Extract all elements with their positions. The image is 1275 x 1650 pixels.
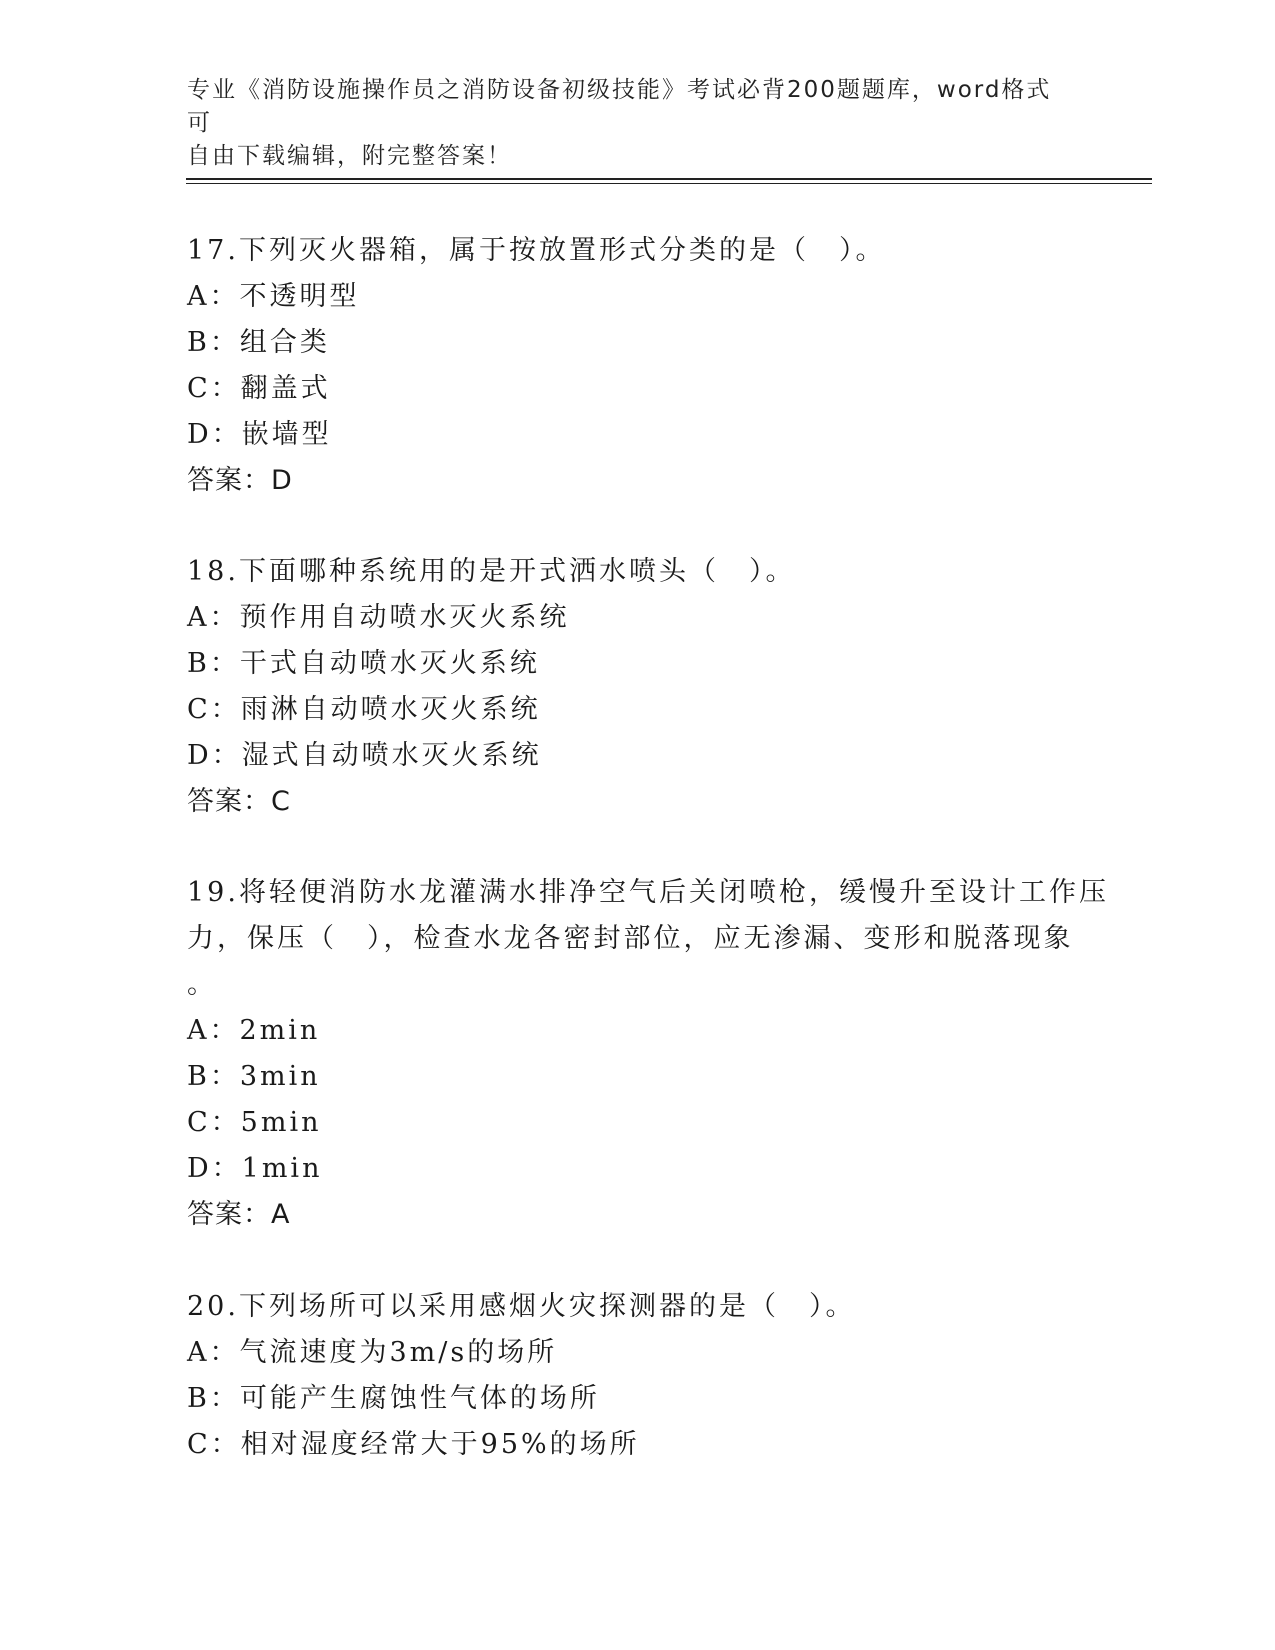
- option-a: A：2min: [187, 1015, 321, 1046]
- answer: 答案：D: [187, 465, 293, 496]
- question-stem: 17.下列灭火器箱，属于按放置形式分类的是（ ）。: [187, 235, 886, 266]
- option-d: D：湿式自动喷水灭火系统: [187, 740, 542, 771]
- option-b: B：干式自动喷水灭火系统: [187, 648, 540, 679]
- header-divider-thin: [186, 183, 1152, 184]
- question-stem: 18.下面哪种系统用的是开式洒水喷头（ ）。: [187, 556, 796, 587]
- option-b: B：组合类: [187, 327, 330, 358]
- question-stem: 20.下列场所可以采用感烟火灾探测器的是（ ）。: [187, 1291, 856, 1322]
- option-c: C：雨淋自动喷水灭火系统: [187, 694, 541, 725]
- answer: 答案：A: [187, 1199, 291, 1230]
- document-header: [187, 74, 1067, 173]
- question-17: [187, 228, 1087, 504]
- option-b: B：3min: [187, 1061, 321, 1092]
- option-d: D：嵌墙型: [187, 419, 332, 450]
- option-c: C：相对湿度经常大于95%的场所: [187, 1429, 640, 1460]
- option-d: D：1min: [187, 1153, 323, 1184]
- question-20: [187, 1284, 1087, 1468]
- question-18: [187, 549, 1087, 825]
- option-c: C：5min: [187, 1107, 322, 1138]
- answer: 答案：C: [187, 786, 291, 817]
- question-stem-line-1: 19.将轻便消防水龙灌满水排净空气后关闭喷枪，缓慢升至设计工作压: [187, 877, 1109, 908]
- option-a: A：预作用自动喷水灭火系统: [187, 602, 570, 633]
- option-b: B：可能产生腐蚀性气体的场所: [187, 1383, 600, 1414]
- question-stem-line-2: 力，保压（ ），检查水龙各密封部位，应无渗漏、变形和脱落现象: [187, 923, 1074, 954]
- header-line-1: 专业《消防设施操作员之消防设备初级技能》考试必背200题题库，word格式可: [187, 77, 1052, 136]
- question-19: [187, 870, 1109, 1238]
- header-divider: [186, 178, 1152, 180]
- header-line-2: 自由下载编辑，附完整答案！: [187, 143, 512, 169]
- question-stem-line-3: 。: [187, 969, 217, 1000]
- option-a: A：不透明型: [187, 281, 360, 312]
- option-c: C：翻盖式: [187, 373, 331, 404]
- option-a: A：气流速度为3m/s的场所: [187, 1337, 558, 1368]
